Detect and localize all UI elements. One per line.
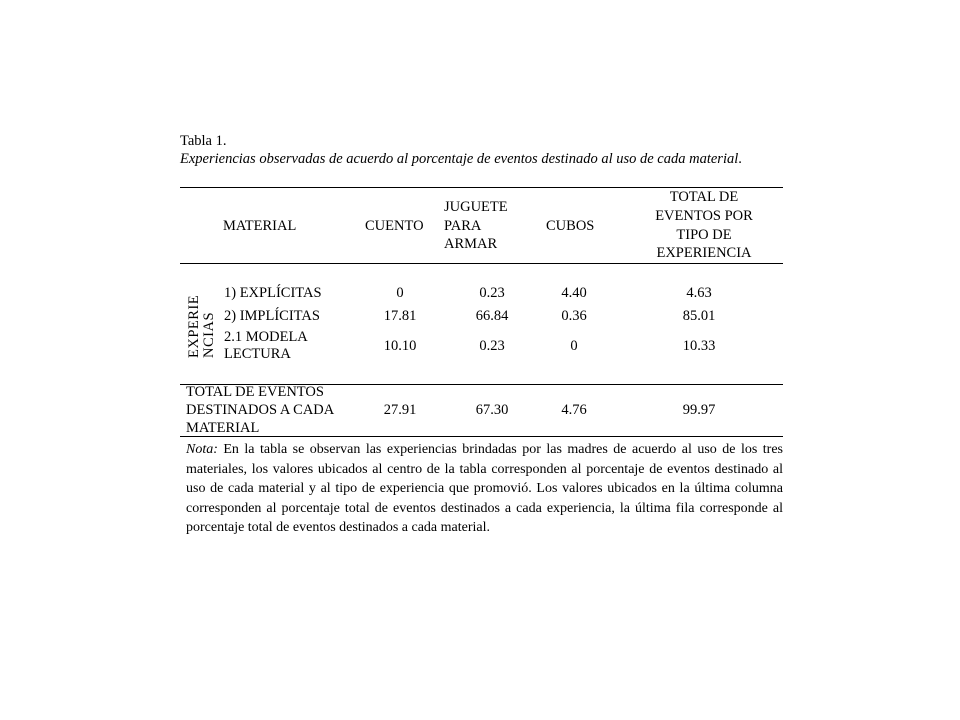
row-2-cubos: 0.36 [561,308,587,324]
header-juguete-1: JUGUETE [444,199,508,215]
total-row-label-3: MATERIAL [186,420,260,436]
rule-top [180,187,783,188]
row-3-label-1: 2.1 MODELA [224,329,308,345]
total-row-label-1: TOTAL DE EVENTOS [186,384,324,400]
header-cubos: CUBOS [546,218,595,234]
header-total-4: EXPERIENCIA [656,245,752,261]
header-total-3: TIPO DE [676,227,732,243]
total-row-juguete: 67.30 [475,402,509,418]
rule-header-bottom [180,263,783,264]
total-row-label-2: DESTINADOS A CADA [186,402,335,418]
row-2-cuento: 17.81 [383,308,417,324]
total-row-total: 99.97 [682,402,716,418]
side-label-line-1: EXPERIE [186,294,202,358]
header-total-1: TOTAL DE [669,189,739,205]
rule-total-bottom [180,436,783,437]
row-1-label: 1) EXPLÍCITAS [224,285,322,301]
table-note [186,440,783,538]
row-3-total: 10.33 [682,338,716,354]
experiencias-side-label [187,288,215,358]
row-3-label-2: LECTURA [224,346,291,362]
row-3-cuento: 10.10 [383,338,417,354]
row-1-juguete: 0.23 [479,285,505,301]
table-subtitle-text: Experiencias observadas de acuerdo al porcentaje de eventos destinado al uso de cada material [180,151,739,167]
header-juguete-2: PARA [444,218,482,234]
header-cuento: CUENTO [365,218,424,234]
header-total-2: EVENTOS POR [655,208,753,224]
row-2-total: 85.01 [682,308,716,324]
table-document [180,133,783,168]
row-3-juguete: 0.23 [479,338,505,354]
row-3-cubos: 0 [570,338,578,354]
row-2-juguete: 66.84 [475,308,509,324]
row-1-cuento: 0 [396,285,404,301]
note-label: Nota: [186,442,218,457]
header-juguete-3: ARMAR [444,236,498,252]
total-row-cubos: 4.76 [561,402,587,418]
row-1-total: 4.63 [686,285,712,301]
header-material: MATERIAL [223,218,297,234]
table-subtitle [180,151,783,168]
side-label-line-2: NCIAS [201,311,217,358]
total-row-cuento: 27.91 [383,402,417,418]
table-subtitle-end: . [738,151,742,167]
row-2-label: 2) IMPLÍCITAS [224,308,320,324]
row-1-cubos: 4.40 [561,285,587,301]
table-title: Tabla 1. [180,133,227,149]
note-text: En la tabla se observan las experiencias brindadas por las madres de acuerdo al uso de los tres materiales, los valores ubicados al centro de la tabla corresponden al porcentaje de eventos destinado al uso de cada material y al tipo de experiencia que promovió. Los valores ubicados en la última columna corresponden al porcentaje total de eventos destinados a cada experiencia, la última fila corresponde al porcentaje total de eventos destinados a cada material. [186,442,783,535]
